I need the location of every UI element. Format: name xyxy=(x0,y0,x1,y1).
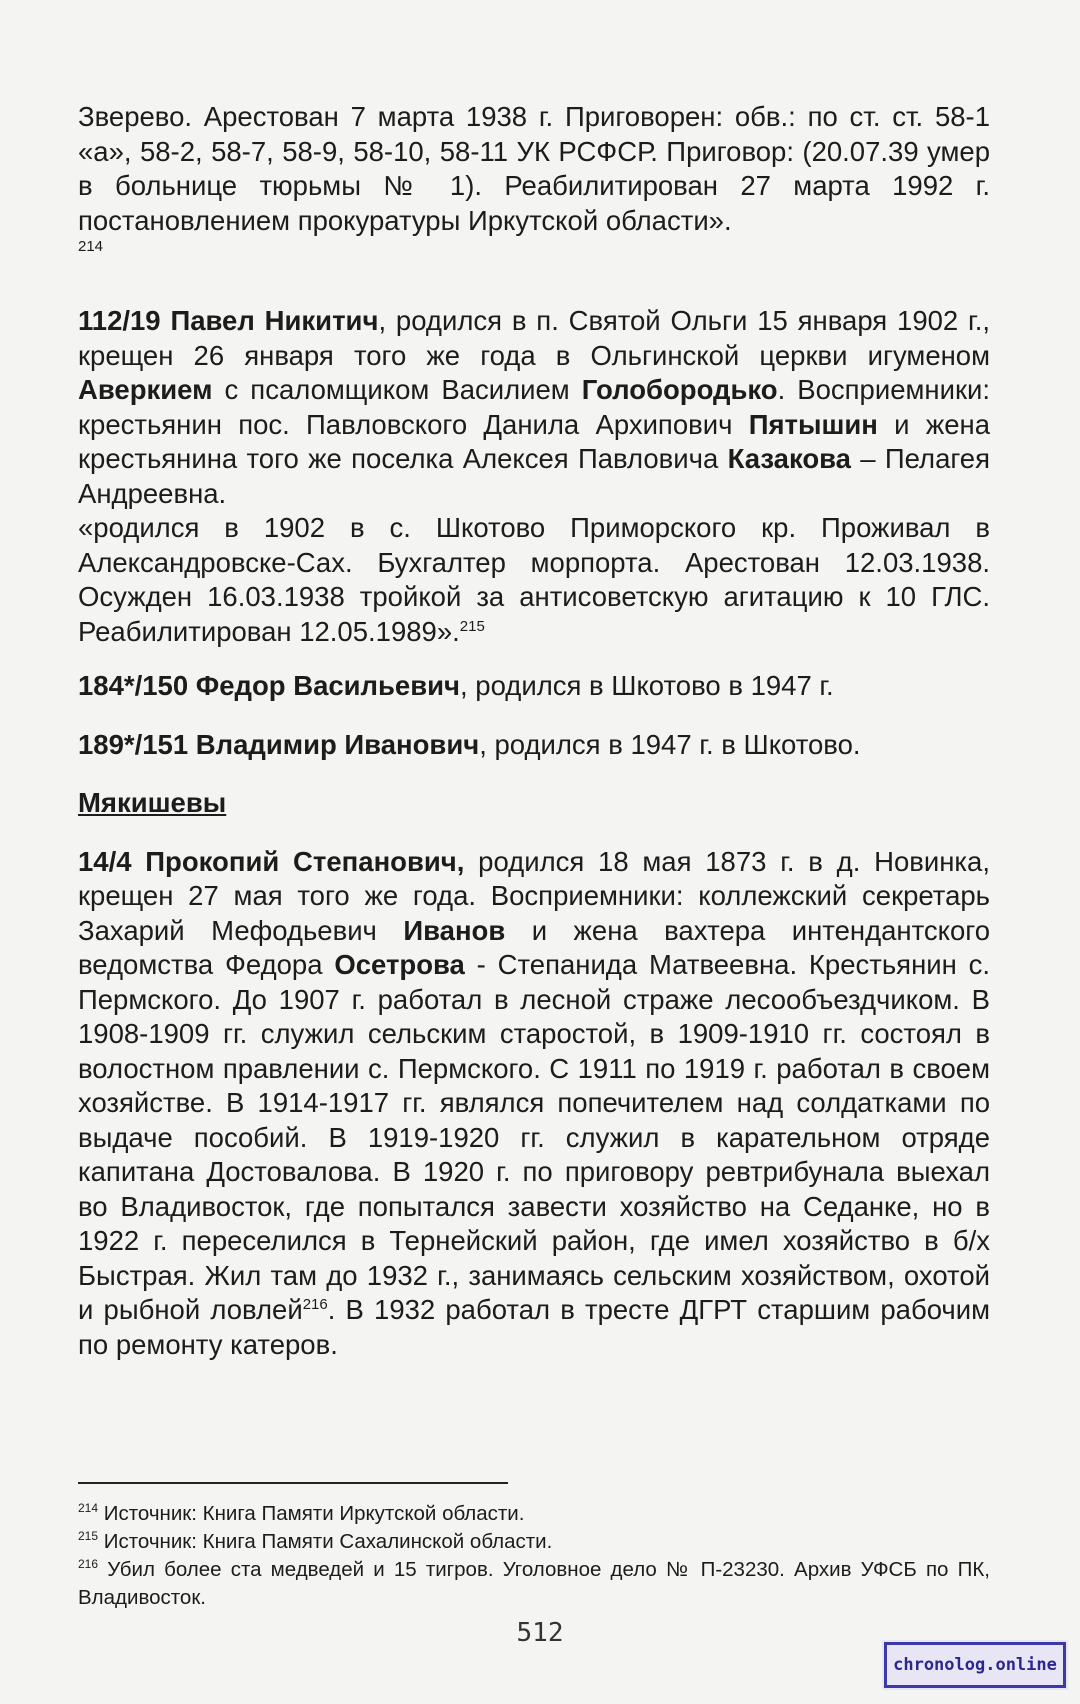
page-body xyxy=(78,100,990,1362)
entry-heading: 189*/151 Владимир Иванович xyxy=(78,728,480,760)
watermark-link[interactable]: chronolog.online xyxy=(884,1642,1066,1688)
footnote: $^{215}$ Источник: Книга Памяти Сахалинской области. xyxy=(78,1529,553,1553)
page-number: 512 xyxy=(516,1618,564,1648)
footnote-ref-215[interactable]: 215 xyxy=(459,617,485,635)
footnote: $^{214}$ Источник: Книга Памяти Иркутской области. xyxy=(78,1501,525,1525)
entry-heading: 14/4 Прокопий Степанович, xyxy=(78,845,465,877)
entry-pavel-quote: «родился в 1902 в с. Шкотово Приморского кр. Проживал в Александровске-Сах. Бухгалтер морпорта. Арестован 12.03.1938. Осужден 16.03.1938 тройкой за антисоветскую агитацию к 10 ГЛС. Реабилитирован 12.05.1989».$^{215}$ xyxy=(78,512,990,647)
entry-continuation: Зверево. Арестован 7 марта 1938 г. Приговорен: обв.: по ст. ст. 58-1 «а», 58-2, 58-7, 58-9, 58-10, 58-11 УК РСФСР. Приговор: (20.07.39 умер в больнице тюрьмы № 1). Реабилитирован 27 марта 1992 г. постановлением прокуратуры Иркутской области». 214 xyxy=(78,101,990,255)
footnotes xyxy=(78,1500,990,1612)
entry-heading: 184*/150 Федор Васильевич xyxy=(78,670,461,701)
entry-vladimir: 189*/151 Владимир Иванович, родился в 1947 г. в Шкотово. xyxy=(78,728,861,760)
entry-prokopiy: 14/4 Прокопий Степанович, родился 18 мая 1873 г. в д. Новинка, крещен 27 мая того же года. Восприемники: коллежский секретарь Захарий Мефодьевич Иванов и жена вахтера интендантского ведомства Федора Осетрова - Степанида Матвеевна. Крестьянин с. Пермского. До 1907 г. работал в лесной страже лесообъездчиком. В 1908-1909 гг. служил сельским старостой, в 1909-1910 гг. состоял в волостном правлении с. Пермского. С 1911 по 1919 г. работал в своем хозяйстве. В 1914-1917 гг. являлся попечителем над солдатками по выдаче пособий. В 1919-1920 гг. служил в карательном отряде капитана Достовалова. В 1920 г. по приговору ревтрибунала выехал во Владивосток, где попытался завести хозяйство на Седанке, но в 1922 г. переселился в Тернейский район, где имел хозяйство в б/х Быстрая. Жил там до 1932 г., занимаясь сельским хозяйством, охотой и рыбной ловлей$^{216}$. В 1932 работал в тресте ДГРТ старшим рабочим по ремонту катеров. xyxy=(78,845,991,1360)
entry-fedor: 184*/150 Федор Васильевич, родился в Шкотово в 1947 г. xyxy=(78,670,834,701)
entry-heading: 112/19 Павел Никитич xyxy=(78,305,379,336)
footnote-ref-216[interactable]: 216 xyxy=(302,1295,328,1313)
entry-pavel: 112/19 Павел Никитич, родился в п. Святой Ольги 15 января 1902 г., крещен 26 января того же года в Ольгинской церкви игуменом Аверкием с псаломщиком Василием Голобородько. Восприемники: крестьянин пос. Павловского Данила Архипович Пятышин и жена крестьянина того же поселка Алексея Павловича Казакова – Пелагея Андреевна. xyxy=(78,305,991,509)
footnote-ref-214[interactable]: 214 xyxy=(78,238,104,255)
surname-heading: Мякишевы xyxy=(78,787,227,818)
footnote: $^{216}$ Убил более ста медведей и 15 тигров. Уголовное дело № П-23230. Архив УФСБ по ПК, Владивосток. xyxy=(78,1557,990,1609)
footnote-separator xyxy=(78,1482,508,1484)
